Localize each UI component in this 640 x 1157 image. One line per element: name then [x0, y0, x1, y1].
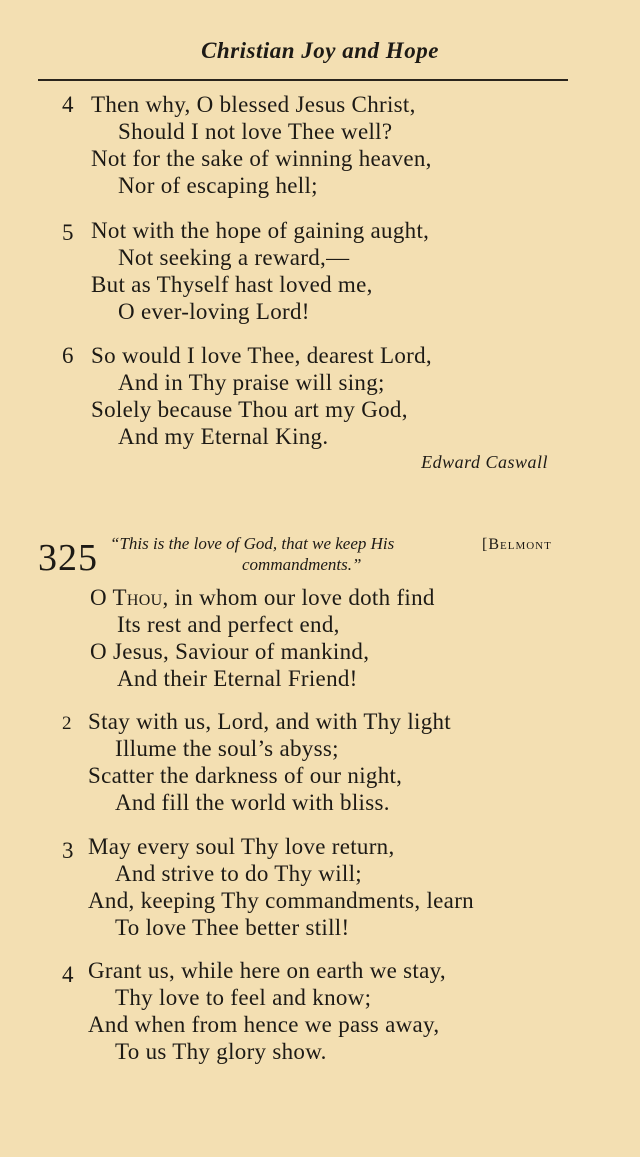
verse-line: And fill the world with bliss. [115, 790, 390, 815]
verse-line [90, 585, 435, 611]
verse-line: Nor of escaping hell; [118, 173, 318, 198]
verse-line: Its rest and perfect end, [117, 612, 340, 637]
verse-line: Not seeking a reward,— [118, 245, 350, 270]
epigraph-line-2: commandments.” [242, 555, 362, 574]
verse-line: Not with the hope of gaining aught, [91, 218, 430, 243]
verse-line: May every soul Thy love return, [88, 834, 395, 859]
verse-line: Then why, O blessed Jesus Christ, [91, 92, 416, 117]
stanza-number: 6 [62, 343, 74, 368]
verse-line: Grant us, while here on earth we stay, [88, 958, 446, 983]
verse-line: And strive to do Thy will; [115, 861, 362, 886]
epigraph-line-1: “This is the love of God, that we keep His [110, 534, 395, 553]
running-header: Christian Joy and Hope [201, 38, 439, 63]
verse-line: So would I love Thee, dearest Lord, [91, 343, 432, 368]
verse-line: And my Eternal King. [118, 424, 329, 449]
verse-line: To us Thy glory show. [115, 1039, 327, 1064]
verse-line: Scatter the darkness of our night, [88, 763, 403, 788]
hymn-number: 325 [38, 537, 98, 579]
verse-line: To love Thee better still! [115, 915, 350, 940]
tune-name: [Belmont [482, 536, 552, 553]
verse-line: Not for the sake of winning heaven, [91, 146, 432, 171]
verse-line: Illume the soul’s abyss; [115, 736, 339, 761]
verse-line: Stay with us, Lord, and with Thy light [88, 709, 451, 734]
first-words: O Thou, [90, 585, 169, 610]
verse-line: And their Eternal Friend! [117, 666, 358, 691]
first-line-rest: in whom our love doth find [168, 585, 435, 610]
verse-line: O Jesus, Saviour of mankind, [90, 639, 370, 664]
verse-line: But as Thyself hast loved me, [91, 272, 373, 297]
verse-line: Thy love to feel and know; [115, 985, 372, 1010]
stanza-number: 3 [62, 838, 74, 863]
verse-line: Should I not love Thee well? [118, 119, 393, 144]
stanza-number: 4 [62, 962, 74, 987]
author-attribution: Edward Caswall [421, 452, 548, 472]
verse-line: And when from hence we pass away, [88, 1012, 440, 1037]
stanza-number: 4 [62, 92, 74, 117]
stanza-number: 2 [62, 713, 72, 734]
verse-line: O ever-loving Lord! [118, 299, 310, 324]
verse-line: And in Thy praise will sing; [118, 370, 385, 395]
stanza-number: 5 [62, 220, 74, 245]
verse-line: Solely because Thou art my God, [91, 397, 408, 422]
verse-line: And, keeping Thy commandments, learn [88, 888, 474, 913]
header-rule [38, 79, 568, 81]
